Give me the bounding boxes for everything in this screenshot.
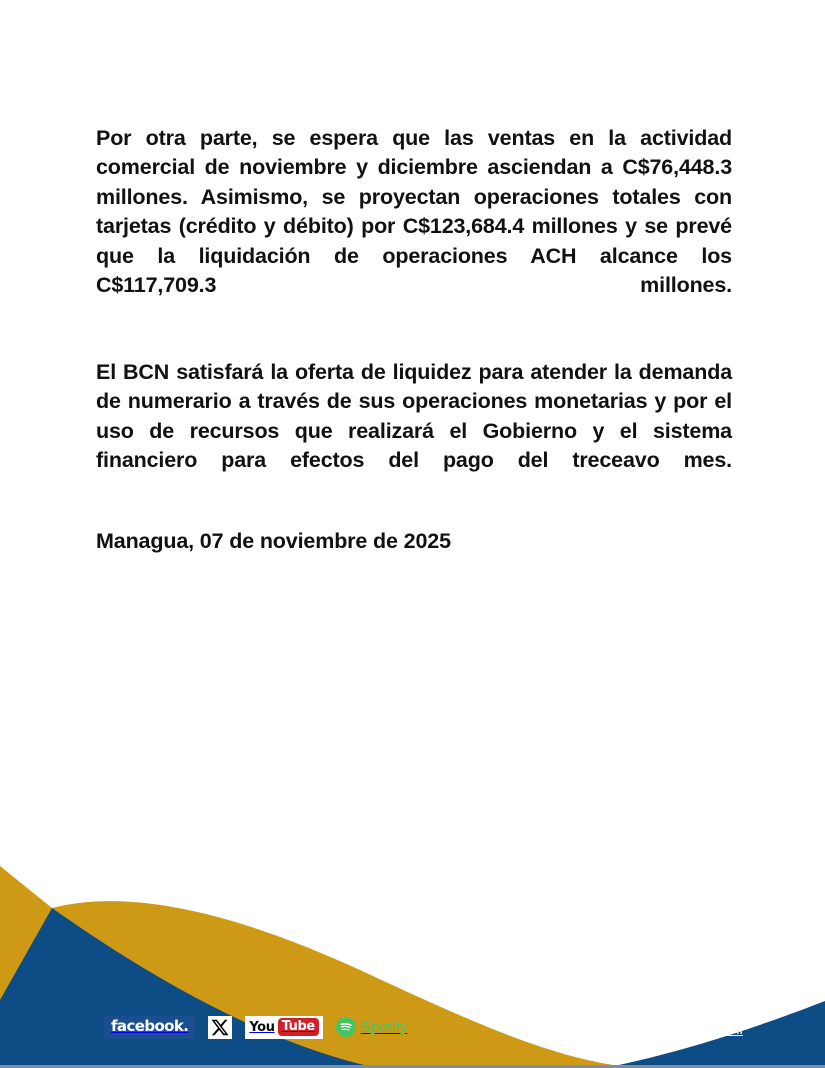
spotify-label: Spotify [360, 1018, 408, 1036]
paragraph-2: El BCN satisfará la oferta de liquidez para atender la demanda de numerario a través de sus operaciones monetarias y por el uso de recursos que realizará el Gobierno y el sistema financiero para efectos del pago del treceavo mes. [96, 359, 732, 473]
facebook-label: facebook. [111, 1017, 189, 1035]
document-body [96, 124, 732, 505]
website-url[interactable]: www.bcn.gob.ni [639, 1021, 743, 1038]
x-twitter-icon[interactable] [208, 1016, 232, 1039]
youtube-label-you: You [249, 1019, 275, 1035]
youtube-label-tube: Tube [278, 1018, 319, 1036]
paragraph-1: Por otra parte, se espera que las ventas en la actividad comercial de noviembre y diciembre asciendan a C$76,448.3 millones. Asimismo, se proyectan operaciones totales con tarjetas (crédito y débito) por C$123,684.4 millones y se prevé que la liquidación de operaciones ACH alcance los C$117,709.3 millones. [96, 126, 732, 298]
dateline: Managua, 07 de noviembre de 2025 [96, 529, 451, 553]
spotify-glyph [336, 1017, 356, 1037]
youtube-icon[interactable] [245, 1016, 322, 1039]
x-glyph [210, 1018, 230, 1037]
social-links [104, 1015, 407, 1039]
spotify-icon[interactable] [336, 1016, 408, 1039]
facebook-icon[interactable] [104, 1016, 195, 1039]
